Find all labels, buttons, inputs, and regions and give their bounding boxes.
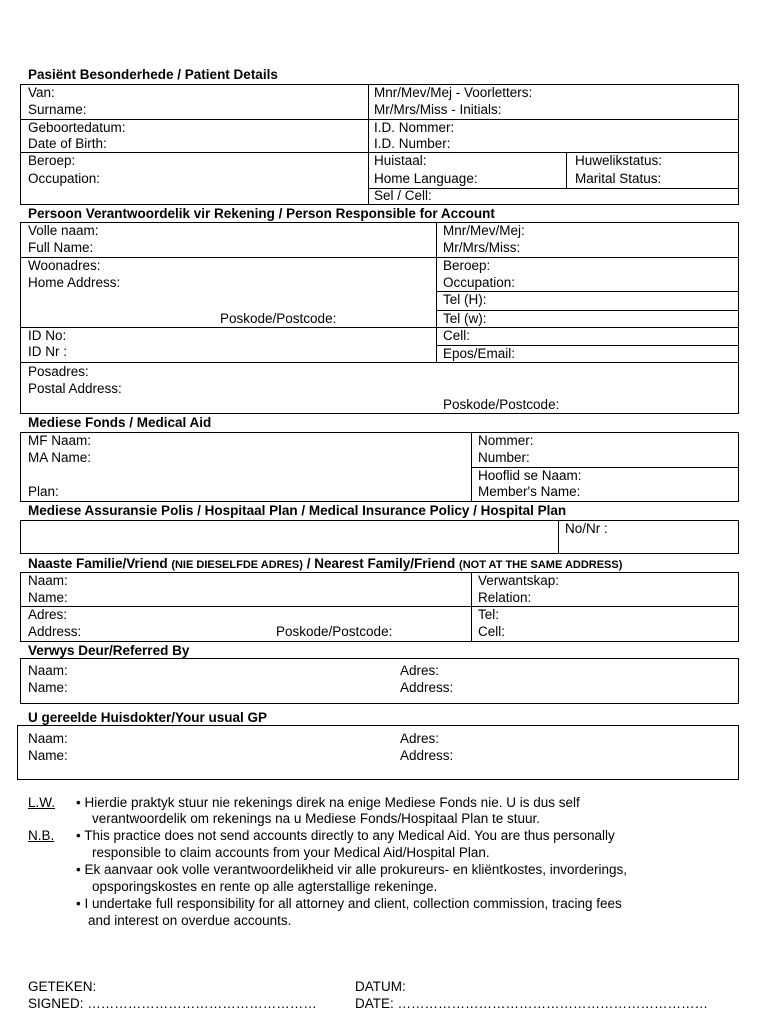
family-address-label-af: Adres: — [28, 607, 68, 622]
account-table — [20, 222, 739, 414]
ma-number-label-af: Nommer: — [478, 433, 534, 448]
home-postcode-label: Poskode/Postcode: — [220, 311, 337, 326]
home-address-label-af: Woonadres: — [28, 258, 101, 273]
note-nb-label: N.B. — [28, 828, 55, 843]
insurance-policy-field[interactable] — [20, 520, 739, 554]
note-line: and interest on overdue accounts. — [88, 913, 292, 928]
note-line: • Hierdie praktyk stuur nie rekenings direk na enige Mediese Fonds nie. U is dus self — [76, 795, 580, 810]
family-cell-field[interactable]: Cell: — [478, 624, 506, 639]
postal-label-af: Posadres: — [28, 364, 89, 379]
relation-label-af: Verwantskap: — [478, 573, 560, 588]
family-section-title — [28, 556, 622, 573]
ma-name-label-af: MF Naam: — [28, 433, 92, 448]
postal-postcode-label: Poskode/Postcode: — [443, 397, 560, 412]
gp-table — [17, 725, 739, 780]
dob-label-af: Geboortedatum: — [28, 120, 126, 135]
acc-occupation-label-af: Beroep: — [443, 258, 491, 273]
account-section-title: Persoon Verantwoordelik vir Rekening / Person Responsible for Account — [28, 206, 495, 221]
initials-label-af: Mnr/Mev/Mej - Voorletters: — [374, 85, 533, 100]
member-label-en: Member's Name: — [478, 484, 581, 499]
divider — [20, 362, 739, 363]
email-field[interactable]: Epos/Email: — [443, 346, 516, 361]
family-tel-field[interactable]: Tel: — [478, 607, 500, 622]
title-label-af: Mnr/Mev/Mej: — [443, 223, 525, 238]
occupation-label-af: Beroep: — [28, 153, 76, 168]
signed-label-af: GETEKEN: — [28, 979, 97, 994]
divider — [436, 222, 437, 362]
note-line: • Ek aanvaar ook volle verantwoordelikheid vir alle prokureurs- en kliëntkostes, invorderings, — [76, 862, 627, 877]
referred-table — [20, 658, 739, 704]
occupation-label-en: Occupation: — [28, 171, 101, 186]
gp-address-label-en: Address: — [400, 748, 454, 763]
note-line: opsporingskostes en rente op alle agterstallige rekeninge. — [92, 879, 438, 894]
account-cell-field[interactable]: Cell: — [443, 328, 471, 343]
id-label-af: I.D. Nommer: — [374, 120, 455, 135]
referred-section-title: Verwys Deur/Referred By — [28, 643, 190, 658]
referred-address-label-en: Address: — [400, 680, 454, 695]
surname-label-af: Van: — [28, 85, 55, 100]
insurance-number-field[interactable]: No/Nr : — [565, 521, 608, 536]
referred-name-label-en: Name: — [28, 680, 68, 695]
postal-label-en: Postal Address: — [28, 381, 122, 396]
fullname-label-af: Volle naam: — [28, 223, 99, 238]
relation-label-en: Relation: — [478, 590, 532, 605]
id-no-label: ID No: — [28, 328, 67, 343]
initials-label-en: Mr/Mrs/Miss - Initials: — [374, 102, 502, 117]
gp-name-label-af: Naam: — [28, 731, 68, 746]
surname-label-en: Surname: — [28, 102, 87, 117]
family-name-label-af: Naam: — [28, 573, 68, 588]
family-note-af: (NIE DIESELFDE ADRES) — [171, 559, 303, 571]
family-postcode-label: Poskode/Postcode: — [276, 624, 393, 639]
date-label-en: DATE: …………………………………………………………… — [355, 996, 709, 1011]
cell-field[interactable]: Sel / Cell: — [374, 188, 432, 203]
acc-occupation-label-en: Occupation: — [443, 275, 516, 290]
insurance-section-title: Mediese Assuransie Polis / Hospitaal Plan / Medical Insurance Policy / Hospital Plan — [28, 503, 567, 518]
divider — [558, 520, 559, 554]
tel-work-field[interactable]: Tel (w): — [443, 311, 487, 326]
family-name-label-en: Name: — [28, 590, 68, 605]
family-title-af: Naaste Familie/Vriend — [28, 556, 168, 571]
member-label-af: Hooflid se Naam: — [478, 468, 582, 483]
referred-name-label-af: Naam: — [28, 663, 68, 678]
date-label-af: DATUM: — [355, 979, 406, 994]
ma-name-label-en: MA Name: — [28, 450, 92, 465]
family-address-label-en: Address: — [28, 624, 82, 639]
divider — [566, 152, 567, 188]
dob-label-en: Date of Birth: — [28, 136, 107, 151]
note-line: verantwoordelik om rekenings na u Mediese Fonds/Hospitaal Plan te stuur. — [92, 811, 540, 826]
fullname-label-en: Full Name: — [28, 240, 94, 255]
signed-label-en: SIGNED: …………………………………………… — [28, 996, 317, 1011]
ma-number-label-en: Number: — [478, 450, 530, 465]
language-label-en: Home Language: — [374, 171, 478, 186]
gp-name-label-en: Name: — [28, 748, 68, 763]
family-title-en: / Nearest Family/Friend — [306, 556, 456, 571]
marital-label-af: Huwelikstatus: — [575, 153, 663, 168]
divider — [20, 606, 739, 607]
divider — [368, 84, 369, 205]
home-address-label-en: Home Address: — [28, 275, 121, 290]
language-label-af: Huistaal: — [374, 153, 427, 168]
medical-aid-plan-field[interactable]: Plan: — [28, 484, 59, 499]
note-line: • This practice does not send accounts directly to any Medical Aid. You are thus personally — [76, 828, 615, 843]
marital-label-en: Marital Status: — [575, 171, 662, 186]
tel-home-field[interactable]: Tel (H): — [443, 292, 487, 307]
note-line: responsible to claim accounts from your Medical Aid/Hospital Plan. — [92, 845, 490, 860]
divider — [471, 572, 472, 642]
gp-address-label-af: Adres: — [400, 731, 440, 746]
family-note-en: (NOT AT THE SAME ADDRESS) — [459, 559, 623, 571]
medical-aid-section-title: Mediese Fonds / Medical Aid — [28, 415, 212, 430]
note-lw-label: L.W. — [28, 795, 56, 810]
id-nr-label: ID Nr : — [28, 344, 67, 359]
divider — [20, 257, 739, 258]
id-label-en: I.D. Number: — [374, 136, 451, 151]
title-label-en: Mr/Mrs/Miss: — [443, 240, 521, 255]
gp-section-title: U gereelde Huisdokter/Your usual GP — [28, 710, 268, 725]
divider — [20, 327, 739, 328]
note-line: • I undertake full responsibility for all attorney and client, collection commission, tracing fees — [76, 896, 622, 911]
patient-section-title: Pasiënt Besonderhede / Patient Details — [28, 67, 278, 82]
referred-address-label-af: Adres: — [400, 663, 440, 678]
